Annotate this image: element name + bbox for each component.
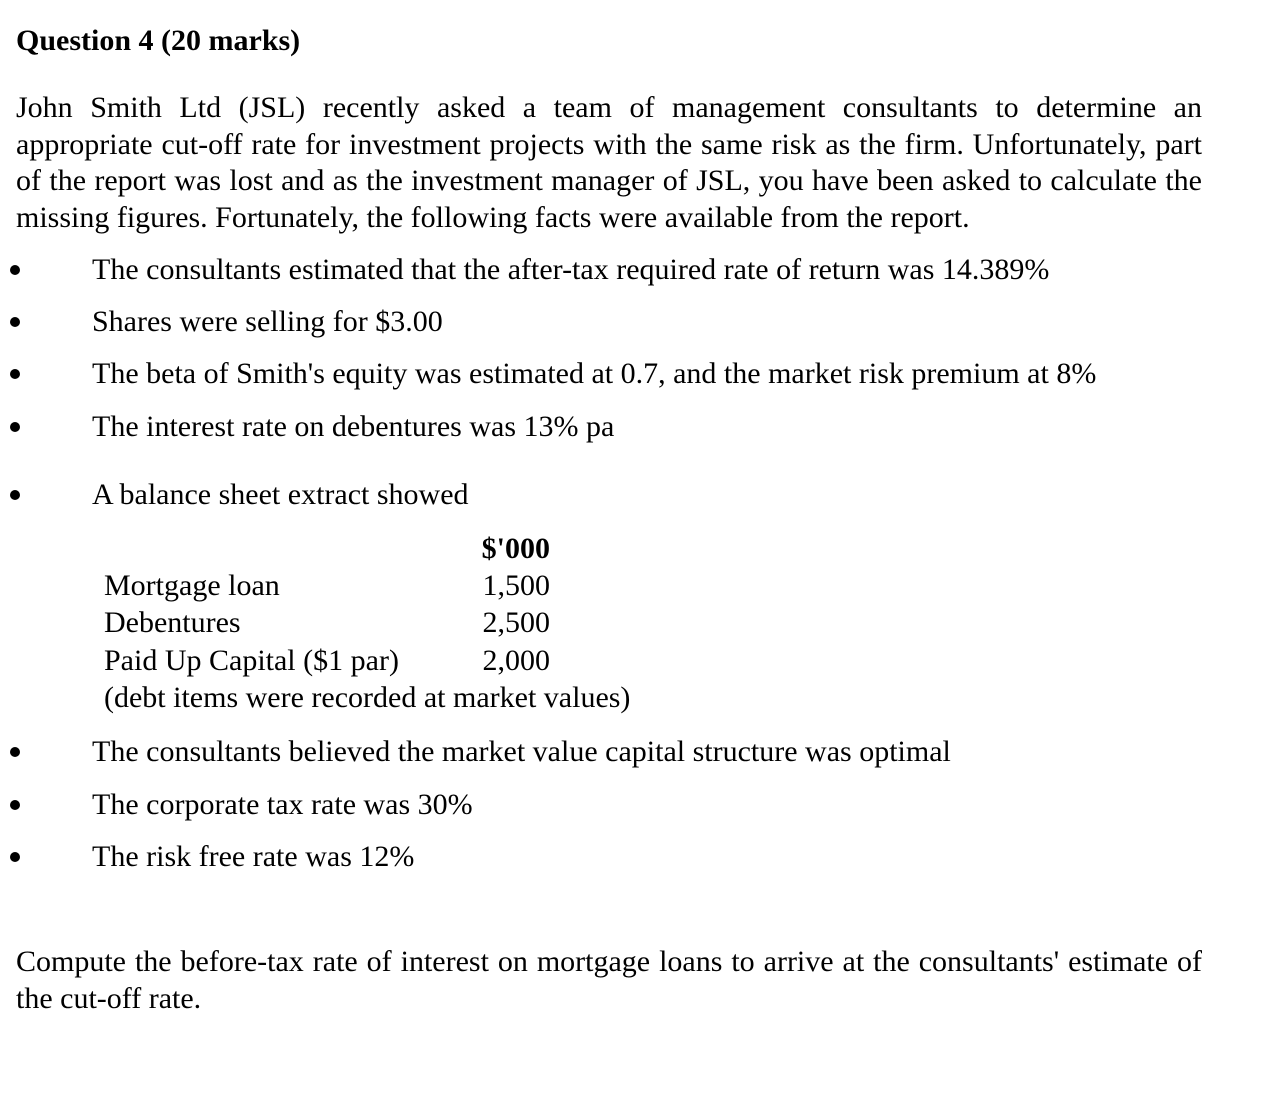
fact-text: Shares were selling for $3.00	[92, 305, 443, 338]
fact-item	[0, 303, 1272, 343]
bullet-icon	[10, 265, 20, 275]
fact-item	[0, 355, 1272, 395]
fact-text: The beta of Smith's equity was estimated at 0.7, and the market risk premium at 8%	[92, 357, 1097, 390]
balance-sheet-note: (debt items were recorded at market values)	[104, 681, 631, 714]
balance-sheet-label: Debentures	[104, 606, 241, 639]
fact-item	[0, 786, 1272, 826]
bullet-icon	[10, 422, 20, 432]
balance-sheet-label: Paid Up Capital ($1 par)	[104, 644, 399, 677]
balance-sheet-row	[104, 604, 550, 642]
balance-sheet-value: 1,500	[482, 569, 550, 602]
balance-sheet-row	[104, 567, 550, 605]
bullet-icon	[10, 317, 20, 327]
fact-text: The consultants estimated that the after-tax required rate of return was 14.389%	[92, 253, 1050, 286]
fact-text: The risk free rate was 12%	[92, 840, 415, 873]
bullet-icon	[10, 490, 20, 500]
fact-item	[0, 408, 1272, 448]
bullet-icon	[10, 747, 20, 757]
bullet-icon	[10, 800, 20, 810]
fact-text: The consultants believed the market value capital structure was optimal	[92, 735, 951, 768]
question-heading: Question 4 (20 marks)	[16, 24, 301, 57]
balance-sheet-value: 2,000	[482, 644, 550, 677]
fact-item	[0, 733, 1272, 773]
fact-text: A balance sheet extract showed	[92, 478, 469, 511]
bullet-icon	[10, 369, 20, 379]
task-paragraph: Compute the before-tax rate of interest on mortgage loans to arrive at the consultants' estimate of the cut-off rate.	[16, 945, 1202, 1015]
balance-sheet-unit-header: $'000	[481, 532, 550, 565]
bullet-icon	[10, 852, 20, 862]
balance-sheet-value: 2,500	[482, 606, 550, 639]
balance-sheet-row	[104, 642, 550, 680]
fact-item	[0, 476, 1272, 516]
fact-text: The corporate tax rate was 30%	[92, 788, 473, 821]
intro-paragraph: John Smith Ltd (JSL) recently asked a team of management consultants to determine an appropriate cut-off rate for investment projects with the same risk as the firm. Unfortunately, part of the report was lost and as the investment manager of JSL, you have been asked to calculate the missing figures. Fortunately, the following facts were available from the report.	[16, 91, 1202, 234]
fact-item	[0, 838, 1272, 878]
balance-sheet-label: Mortgage loan	[104, 569, 280, 602]
fact-item	[0, 251, 1272, 291]
fact-text: The interest rate on debentures was 13% pa	[92, 410, 615, 443]
